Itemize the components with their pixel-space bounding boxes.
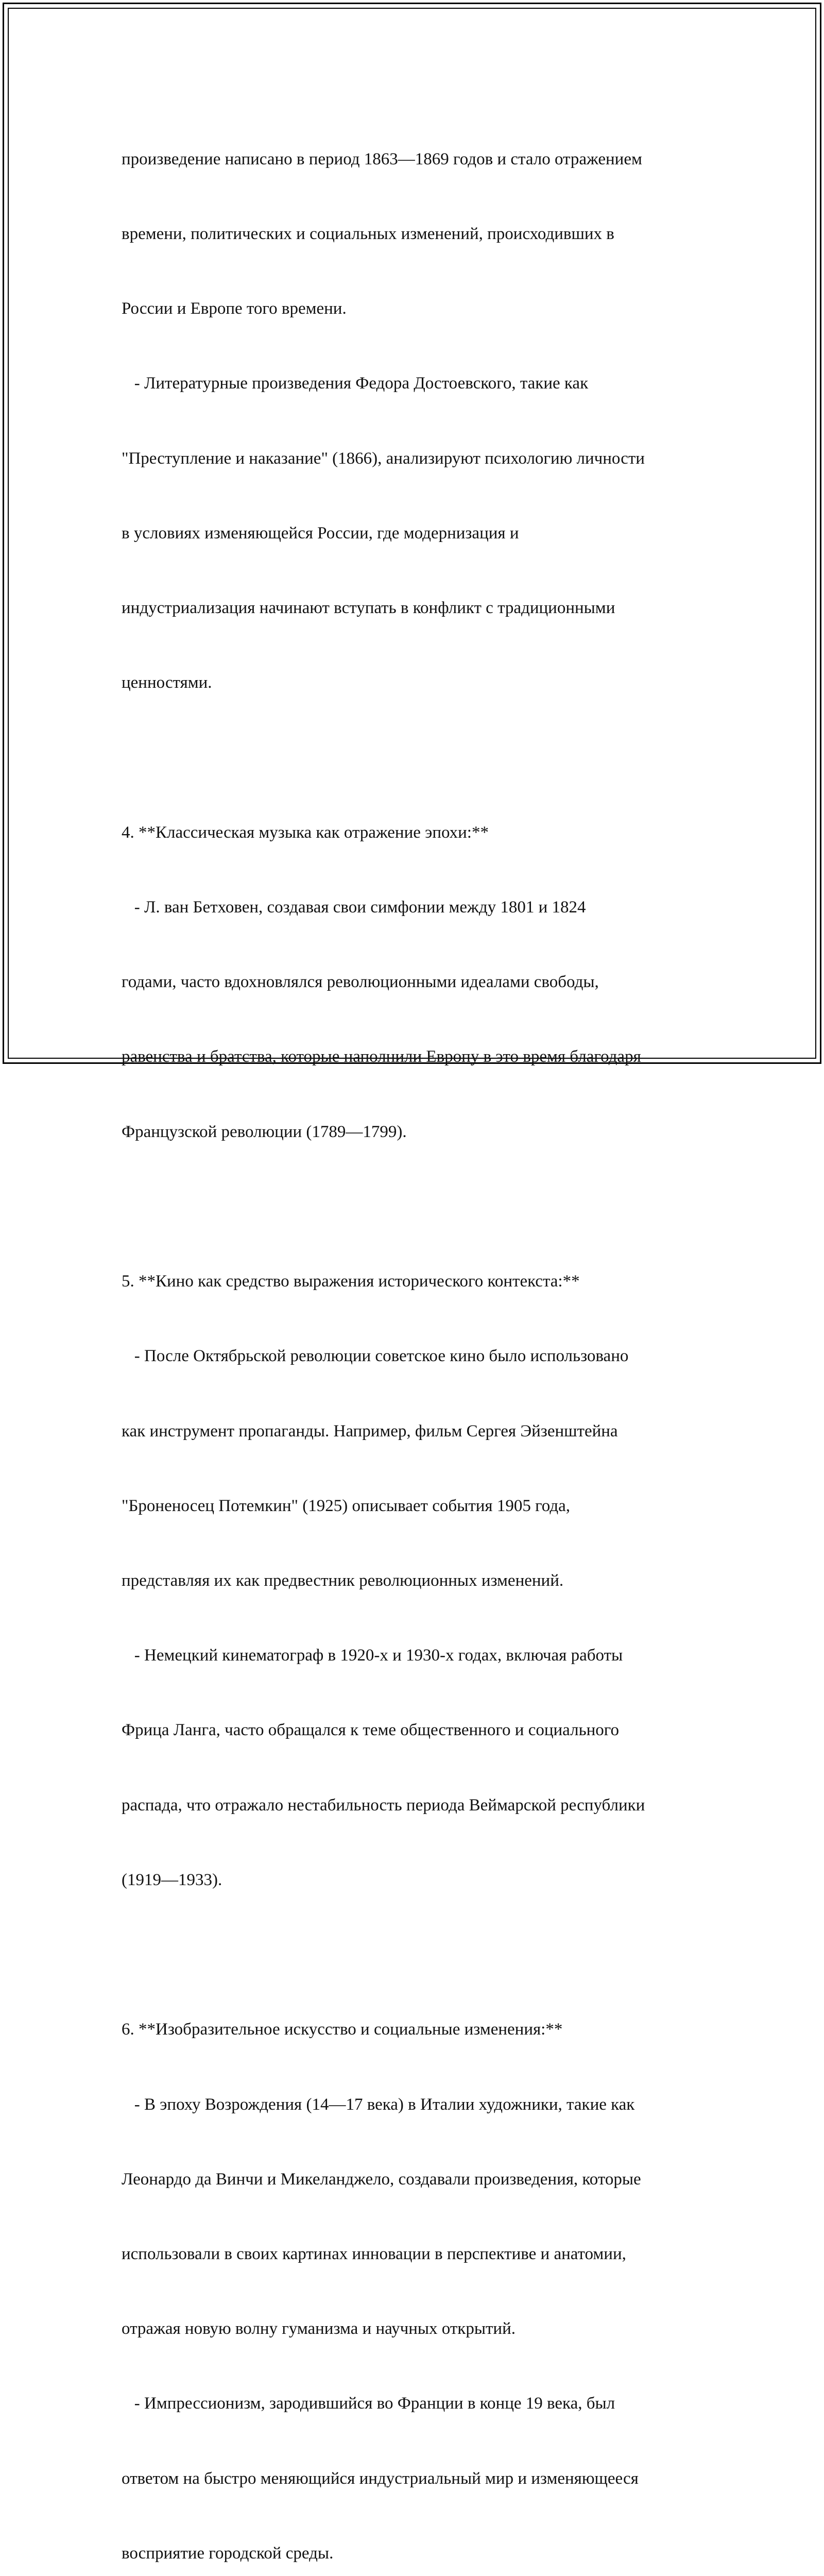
text-line: России и Европе того времени. <box>122 299 347 318</box>
text-line: в условиях изменяющейся России, где модернизация и <box>122 523 519 543</box>
text-line: - После Октябрьской революции советское кино было использовано <box>122 1347 629 1366</box>
text-line: - Импрессионизм, зародившийся во Франции в конце 19 века, был <box>122 2394 615 2413</box>
text-line: представляя их как предвестник революционных изменений. <box>122 1571 564 1590</box>
text-line: - В эпоху Возрождения (14—17 века) в Италии художники, такие как <box>122 2095 635 2114</box>
text-line: ценностями. <box>122 673 212 692</box>
text-line: ответом на быстро меняющийся индустриальный мир и изменяющееся <box>122 2469 639 2488</box>
text-line: Леонардо да Винчи и Микеланджело, создавали произведения, которые <box>122 2170 641 2189</box>
document-body <box>122 97 719 2576</box>
section-heading: 5. **Кино как средство выражения исторического контекста:** <box>122 1272 580 1291</box>
text-line: времени, политических и социальных изменений, происходивших в <box>122 225 614 244</box>
text-line: произведение написано в период 1863—1869 годов и стало отражением <box>122 149 642 168</box>
text-line: равенства и братства, которые наполнили Европу в это время благодаря <box>122 1047 641 1066</box>
text-line: "Броненосец Потемкин" (1925) описывает события 1905 года, <box>122 1496 571 1515</box>
text-line: индустриализация начинают вступать в конфликт с традиционными <box>122 599 615 618</box>
text-line: как инструмент пропаганды. Например, фильм Сергея Эйзенштейна <box>122 1421 618 1440</box>
text-line: использовали в своих картинах инновации в перспективе и анатомии, <box>122 2244 626 2263</box>
blank-line <box>122 745 719 770</box>
section-heading: 4. **Классическая музыка как отражение эпохи:** <box>122 823 489 842</box>
text-line: - Литературные произведения Федора Достоевского, такие как <box>122 374 589 393</box>
text-line: (1919—1933). <box>122 1870 222 1889</box>
blank-line <box>122 1194 719 1219</box>
section-heading: 6. **Изобразительное искусство и социальные изменения:** <box>122 2020 563 2039</box>
text-line: "Преступление и наказание" (1866), анализируют психологию личности <box>122 449 645 468</box>
text-line: Фрица Ланга, часто обращался к теме общественного и социального <box>122 1721 620 1740</box>
text-line: распада, что отражало нестабильность периода Веймарской республики <box>122 1795 645 1815</box>
text-line: Французской революции (1789—1799). <box>122 1122 407 1141</box>
blank-line <box>122 1942 719 1967</box>
text-line: - Л. ван Бетховен, создавая свои симфонии между 1801 и 1824 <box>122 898 586 917</box>
text-line: восприятие городской среды. <box>122 2544 334 2563</box>
text-line: - Немецкий кинематограф в 1920-х и 1930-х годах, включая работы <box>122 1646 623 1665</box>
text-line: отражая новую волну гуманизма и научных открытий. <box>122 2319 516 2338</box>
text-line: годами, часто вдохновлялся революционными идеалами свободы, <box>122 973 599 992</box>
